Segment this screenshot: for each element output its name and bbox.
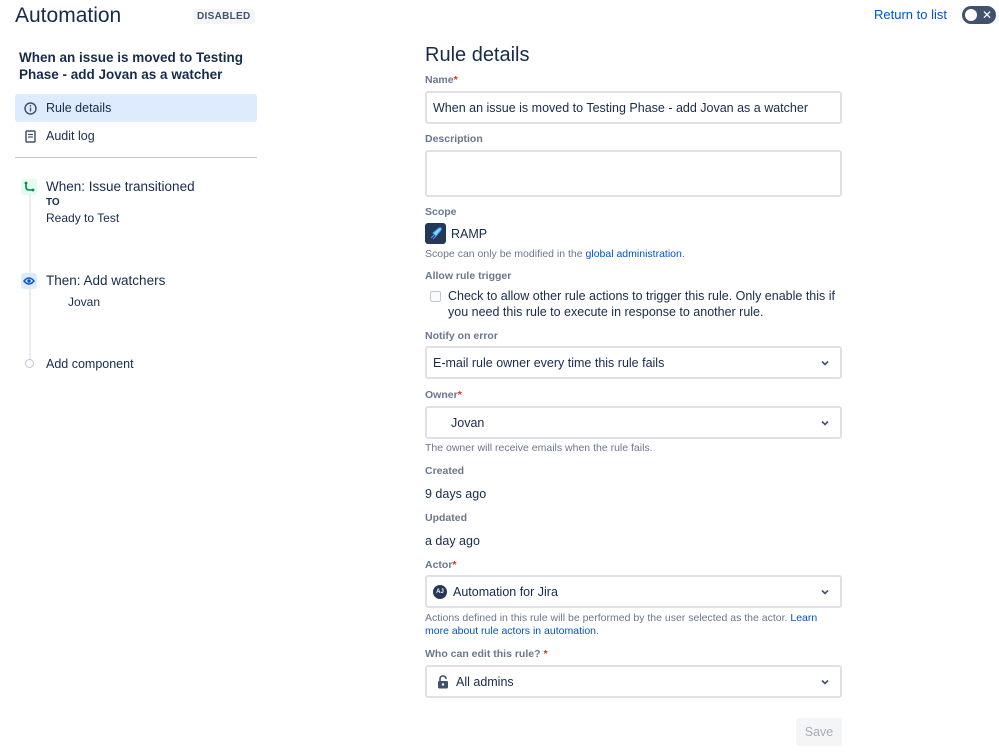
- edit-permission-value-wrap: [433, 675, 514, 689]
- edit-permission-label: Who can edit this rule? *: [425, 648, 548, 660]
- owner-select[interactable]: [425, 406, 842, 439]
- watcher-user-value: Jovan: [68, 295, 101, 309]
- created-value: 9 days ago: [425, 487, 487, 501]
- description-label: Description: [425, 133, 483, 145]
- actor-select[interactable]: [425, 575, 842, 608]
- rule-actors-learn-more-link[interactable]: Learn more about rule actors in automation: [425, 612, 818, 637]
- description-textarea[interactable]: [425, 150, 842, 197]
- project-avatar: [425, 223, 446, 244]
- add-component-link[interactable]: Add component: [46, 357, 134, 371]
- action-step-title[interactable]: Then: Add watchers: [46, 273, 166, 288]
- scope-value: RAMP: [451, 227, 488, 241]
- notify-label: Notify on error: [425, 330, 498, 342]
- status-badge: DISABLED: [193, 9, 255, 24]
- transition-trigger-icon: [21, 179, 37, 195]
- allow-trigger-checkbox[interactable]: [430, 291, 441, 302]
- rule-enable-toggle[interactable]: [962, 6, 996, 24]
- chevron-down-icon: [820, 587, 830, 597]
- name-label: Name*: [425, 74, 458, 86]
- toggle-knob: [965, 9, 977, 21]
- close-icon: ✕: [981, 8, 992, 22]
- notify-select-value: E-mail rule owner every time this rule fails: [433, 355, 665, 370]
- lock-icon: [437, 675, 449, 689]
- sidebar-item-audit-log[interactable]: [15, 122, 257, 150]
- updated-label: Updated: [425, 512, 467, 524]
- form-title: Rule details: [425, 44, 530, 66]
- chevron-down-icon: [820, 418, 830, 428]
- actor-help: Actions defined in this rule will be performed by the user selected as the actor. Learn more about rule actors in automation.: [425, 612, 818, 637]
- trigger-to-label: TO: [46, 197, 60, 208]
- actor-select-value-wrap: [433, 585, 558, 599]
- global-administration-link[interactable]: global administration: [585, 248, 682, 260]
- sidebar-divider: [15, 157, 257, 158]
- sidebar-item-label: Rule details: [46, 101, 112, 115]
- actor-label: Actor*: [425, 559, 457, 571]
- owner-select-value: Jovan: [451, 415, 485, 430]
- edit-permission-value: All admins: [456, 674, 514, 689]
- eye-icon: [21, 273, 37, 289]
- rule-name-heading: When an issue is moved to Testing Phase - add Jovan as a watcher: [19, 50, 244, 82]
- actor-avatar: AJ: [433, 585, 447, 599]
- page-title: Automation: [15, 4, 122, 27]
- edit-permission-select[interactable]: [425, 665, 842, 698]
- save-button[interactable]: Save: [796, 718, 842, 746]
- sidebar-item-rule-details[interactable]: [15, 94, 257, 122]
- trigger-status-value: Ready to Test: [46, 211, 120, 225]
- actor-select-value: Automation for Jira: [453, 584, 558, 599]
- return-to-list-link[interactable]: Return to list: [874, 7, 947, 22]
- trigger-step-title[interactable]: When: Issue transitioned: [46, 179, 195, 194]
- owner-help: The owner will receive emails when the rule fails.: [425, 442, 653, 454]
- sidebar-item-label: Audit log: [46, 129, 95, 143]
- allow-trigger-label: Allow rule trigger: [425, 270, 512, 282]
- rule-name-input[interactable]: When an issue is moved to Testing Phase - add Jovan as a watcher: [425, 91, 842, 124]
- notify-select[interactable]: [425, 346, 842, 379]
- scope-help: Scope can only be modified in the global administration.: [425, 248, 685, 260]
- allow-trigger-text: Check to allow other rule actions to trigger this rule. Only enable this if you need this rule to execute in response to another rule.: [448, 289, 835, 319]
- chevron-down-icon: [820, 677, 830, 687]
- scope-label: Scope: [425, 206, 457, 218]
- updated-value: a day ago: [425, 534, 480, 548]
- owner-label: Owner*: [425, 389, 462, 401]
- created-label: Created: [425, 465, 465, 477]
- document-icon: [23, 129, 37, 143]
- add-component-dot: [25, 359, 34, 368]
- chevron-down-icon: [820, 358, 830, 368]
- info-icon: [23, 101, 37, 115]
